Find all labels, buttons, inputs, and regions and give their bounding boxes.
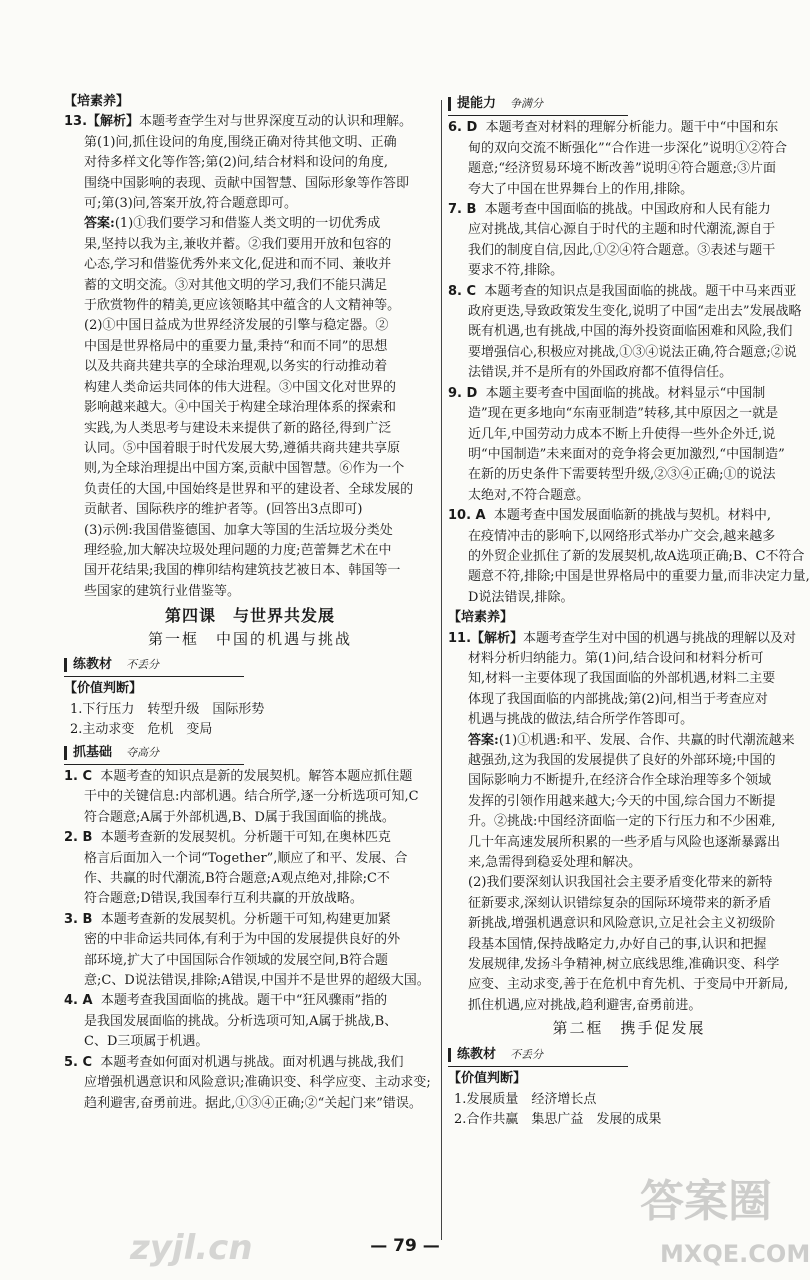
q13-answer-line: 果,坚持以我为主,兼收并蓄。②我们要用开放和包容的 (84, 236, 392, 252)
answer-number: 5. C (64, 1054, 93, 1070)
answer-item (448, 118, 810, 138)
answer-line: 甸的双向交流不断强化”“合作进一步深化”说明①②符合 (468, 140, 787, 156)
answer-line: 题意不符,排除;中国是世界格局中的重要力量,而非决定力量, (468, 569, 810, 585)
ability-heading (448, 94, 628, 116)
q11-answer (448, 731, 810, 751)
q13-answer3-line: (3)示例:我国借鉴德国、加拿大等国的生活垃圾分类处 (84, 522, 393, 538)
answer-number: 2. B (64, 830, 93, 846)
answer-line: D说法错误,排除。 (468, 589, 574, 605)
q11-answer-line: 升。②挑战:中国经济面临一定的下行压力和不少困难, (468, 814, 776, 830)
answer-line: 本题考查对材料的理解分析能力。题干中“中国和东 (485, 120, 779, 136)
answer-line: 在新的历史条件下需要转型升级,②③④正确;①的说法 (468, 467, 776, 483)
value-judgment-heading: 【价值判断】 (64, 681, 143, 697)
q13-answer2-line: 则,为全球治理提出中国方案,贡献中国智慧。⑥作为一个 (84, 461, 405, 477)
q13-line: 第(1)问,抓住设问的角度,围绕正确对待其他文明、正确 (84, 134, 397, 150)
lesson-title: 第四课 与世界共发展 (164, 606, 335, 626)
answer-line: 造”现在更多地向“东南亚制造”转移,其中原因之一就是 (468, 406, 779, 422)
answer-item (448, 384, 810, 404)
q13-analysis (64, 112, 436, 132)
answer-line: 应对挑战,其信心源自于时代的主题和时代潮流,源自于 (468, 222, 776, 238)
bar-marker-icon (64, 746, 67, 760)
practice-title: 练教材 (73, 656, 113, 672)
right-column (448, 92, 810, 1130)
answer-line: 本题考查我国面临的挑战。题干中“狂风骤雨”指的 (100, 993, 388, 1009)
answer-line: 本题考查中国面临的挑战。中国政府和人民有能力 (484, 202, 771, 218)
answer-item (64, 910, 436, 930)
q13-answer-line: (1)①我们要学习和借鉴人类文明的一切优秀成 (114, 216, 381, 232)
q11-answer2-line: 抓住机遇,应对挑战,趋利避害,奋勇前进。 (468, 997, 702, 1013)
q11-line: 材料分析归纳能力。第(1)问,结合设问和材料分析可 (468, 650, 764, 666)
answer-line: 密的中非命运共同体,有利于为中国的发展提供良好的外 (84, 932, 401, 948)
practice-title: 练教材 (457, 1046, 497, 1062)
watermark-faint: zyjl.cn (130, 1228, 253, 1268)
ability-title: 提能力 (457, 96, 497, 111)
q11-answer2-line: 新挑战,增强机遇意识和风险意识,立足社会主义初级阶 (468, 916, 776, 932)
answer-number: 9. D (448, 385, 478, 401)
q13-answer3-line: 些国家的建筑行业借鉴等。 (84, 583, 241, 599)
q11-answer2-line: 征新要求,深刻认识错综复杂的国际环境带来的新矛盾 (468, 895, 772, 911)
q13-answer2-line: 影响越来越大。④中国关于构建全球治理体系的探索和 (84, 400, 397, 416)
q11-answer-line: 越强劲,这为我国的发展提供了良好的外部环境;中国的 (468, 753, 776, 768)
answer-item (64, 991, 436, 1011)
answer-number: 8. C (448, 283, 477, 299)
q13-answer2-line: 认同。⑤中国着眼于时代发展大势,遵循共商共建共享原 (84, 440, 401, 456)
frame-title-2: 第二框 携手促发展 (552, 1019, 706, 1038)
q13-line: 本题考查学生对与世界深度互动的认识和理解。 (139, 114, 413, 130)
q13-answer3-line: 国开花结果;我国的榫卯结构建筑技艺被日本、韩国等一 (84, 563, 401, 579)
answer-line: 明“中国制造”未来面对的竞争将会更加激烈,“中国制造” (468, 446, 785, 462)
section-cultivate-heading: 【培素养】 (64, 94, 130, 109)
answer-line: 符合题意;A属于外部机遇,B、D属于我国面临的挑战。 (84, 809, 395, 825)
q11-answer2-line: (2)我们要深刻认识我国社会主要矛盾变化带来的新特 (468, 875, 773, 891)
answer-item (64, 1053, 436, 1073)
practice-heading (64, 655, 244, 677)
answer-number: 7. B (448, 202, 477, 218)
frame-title: 第一框 中国的机遇与挑战 (147, 629, 352, 648)
q13-line: 围绕中国影响的表现、贡献中国智慧、国际形象等作答即 (84, 175, 410, 191)
answer-line: 干中的关键信息:内部机遇。结合所学,逐一分析选项可知,C (84, 789, 419, 805)
answer-item (448, 506, 810, 526)
answer-line: 本题考查中国发展面临新的挑战与契机。材料中, (493, 508, 772, 524)
q11-line: 体现了我国面临的内部挑战;第(2)问,相当于考查应对 (468, 691, 768, 707)
answer-line: 题意;“经济贸易环境不断改善”说明④符合题意;③片面 (468, 161, 777, 177)
q13-answer2-line: 以及共商共建共享的全球治理观,以务实的行动推动着 (84, 359, 388, 375)
q13-answer-line: 蓄的文明交流。③对其他文明的学习,我们不能只满足 (84, 277, 388, 293)
answer-line: 要增强信心,积极应对挑战,①③④说法正确,符合题意;②说 (468, 344, 797, 360)
q11-answer-line: 几十年高速发展所积累的一些矛盾与风险也逐渐暴露出 (468, 834, 781, 850)
q13-answer (64, 214, 436, 234)
q13-line: 对待多样文化等作答;第(2)问,结合材料和设问的角度, (84, 155, 389, 171)
q11-label: 【解析】 (471, 630, 524, 646)
bar-marker-icon (448, 97, 451, 111)
answer-line: 部环境,扩大了中国国际合作领域的发展空间,B符合题 (84, 952, 388, 968)
answer-line: 本题考查新的发展契机。分析题干可知,构建更加紧 (100, 911, 391, 927)
answer-line: 本题考查的知识点是我国面临的挑战。题干中马来西亚 (484, 283, 797, 299)
answer-item (64, 767, 436, 787)
q13-number: 13. (64, 114, 88, 130)
q11-answer-label: 答案: (468, 732, 499, 748)
bar-marker-icon (448, 1048, 451, 1062)
answer-line: 趋利避害,奋勇前进。据此,①③④正确;②“关起门来”错误。 (84, 1095, 422, 1111)
q13-answer2-line: 实践,为人类思考与建设未来提供了新的路径,得到广泛 (84, 420, 392, 436)
q11-answer-line: 国际影响力不断提升,在经济合作全球治理等多个领域 (468, 773, 772, 789)
q13-answer3-line: 理经验,加大解决垃圾处理问题的力度;芭蕾舞艺术在中 (84, 542, 392, 558)
q13-answer2-line: 贡献者、国际秩序的维护者等。(回答出3点即可) (84, 502, 363, 518)
q13-answer2-line: 负责任的大国,中国始终是世界和平的建设者、全球发展的 (84, 481, 414, 497)
answer-line: 本题主要考查中国面临的挑战。材料显示“中国制 (485, 385, 766, 401)
column-divider (441, 100, 442, 1240)
q11-answer-line: 来,急需得到稳妥处理和解决。 (468, 855, 642, 871)
answer-line: 在疫情冲击的影响下,以网络形式举办广交会,越来越多 (468, 528, 776, 544)
value-judgment-heading: 【价值判断】 (448, 1071, 527, 1087)
answer-line: 夸大了中国在世界舞台上的作用,排除。 (468, 181, 694, 197)
answer-line: 本题考查的知识点是新的发展契机。解答本题应抓住题 (100, 769, 413, 784)
answer-line: 近几年,中国劳动力成本不断上升使得一些外企外迁,说 (468, 426, 776, 442)
q11-analysis (448, 629, 810, 649)
answer-line: 政府更迭,导致政策发生变化,说明了中国“走出去”发展战略 (468, 304, 802, 320)
q11-answer-line: (1)①机遇:和平、发展、合作、共赢的时代潮流越来 (498, 732, 795, 748)
basics-tag: 夺高分 (126, 745, 160, 759)
answer-item (448, 282, 810, 302)
value-judgment-line: 1.发展质量 经济增长点 (454, 1091, 597, 1107)
q13-answer2-line: 中国是世界格局中的重要力量,秉持“和而不同”的思想 (84, 338, 388, 354)
watermark-url: MXQE.COM (660, 1240, 810, 1268)
answer-line: 既有机遇,也有挑战,中国的海外投资面临困难和风险,我们 (468, 324, 793, 340)
q13-answer-label: 答案: (84, 216, 115, 232)
value-judgment-line: 2.主动求变 危机 变局 (70, 722, 213, 738)
answer-line: C、D三项属于机遇。 (84, 1034, 209, 1050)
q11-line: 知,材料一主要体现了我国面临的外部机遇,材料二主要 (468, 671, 776, 687)
answer-number: 4. A (64, 993, 93, 1009)
answer-line: 我们的制度自信,因此,①②④符合题意。③表述与题干 (468, 242, 776, 258)
q11-number: 11. (448, 630, 472, 646)
answer-line: 意;C、D说法错误,排除;A错误,中国并不是世界的超级大国。 (84, 973, 430, 989)
answer-item (448, 200, 810, 220)
answer-line: 符合题意;D错误,我国奉行互利共赢的开放战略。 (84, 891, 363, 907)
answer-item (64, 828, 436, 848)
practice-heading (448, 1045, 628, 1067)
q13-answer2-line: (2)①中国日益成为世界经济发展的引擎与稳定器。② (84, 318, 389, 334)
answer-number: 6. D (448, 120, 478, 136)
value-judgment-line: 1.下行压力 转型升级 国际形势 (70, 701, 265, 717)
q13-label: 【解析】 (87, 114, 140, 130)
section-cultivate-heading: 【培素养】 (448, 610, 514, 626)
left-column (64, 92, 436, 1114)
answer-number: 3. B (64, 911, 93, 927)
ability-tag: 争满分 (510, 97, 544, 110)
q13-answer-line: 心态,学习和借鉴优秀外来文化,促进和而不同、兼收并 (84, 257, 392, 273)
q11-answer-line: 发挥的引领作用越来越大;今天的中国,综合国力不断提 (468, 793, 776, 809)
watermark-logo: 答案圈 (640, 1176, 772, 1227)
value-judgment-line: 2.合作共赢 集思广益 发展的成果 (454, 1111, 662, 1127)
answer-line: 作、共赢的时代潮流,B符合题意;A观点绝对,排除;C不 (84, 871, 390, 887)
answer-number: 10. A (448, 508, 486, 524)
answer-number: 1. C (64, 769, 93, 784)
answer-line: 本题考查如何面对机遇与挑战。面对机遇与挑战,我们 (100, 1054, 404, 1070)
q13-answer-line: 于欣赏物件的精美,更应该领略其中蕴含的人文精神等。 (84, 298, 401, 314)
q11-line: 本题考查学生对中国的机遇与挑战的理解以及对 (523, 630, 797, 646)
q11-line: 机遇与挑战的做法,结合所学作答即可。 (468, 712, 694, 728)
basics-heading (64, 743, 244, 765)
answer-line: 是我国发展面临的挑战。分析选项可知,A属于挑战,B、 (84, 1013, 398, 1029)
bar-marker-icon (64, 658, 67, 672)
answer-line: 太绝对,不符合题意。 (468, 487, 590, 503)
answer-line: 格言后面加入一个词“Together”,顺应了和平、发展、合 (84, 850, 408, 866)
q11-answer2-line: 发展规律,发扬斗争精神,树立底线思维,准确识变、科学 (468, 957, 780, 973)
q13-answer2-line: 构建人类命运共同体的伟大进程。③中国文化对世界的 (84, 379, 397, 395)
q13-line: 可;第(3)问,答案开放,符合题意即可。 (84, 196, 298, 212)
answer-line: 法错误,并不是所有的外国政府都不值得信任。 (468, 365, 733, 381)
q11-answer2-line: 段基本国情,保持战略定力,办好自己的事,认识和把握 (468, 936, 767, 952)
answer-line: 要求不符,排除。 (468, 263, 564, 279)
practice-tag: 不丢分 (126, 657, 160, 671)
basics-title: 抓基础 (73, 744, 113, 760)
page-number: — 79 — (370, 1236, 440, 1256)
q11-answer2-line: 应变、主动求变,善于在危机中育先机、于变局中开新局, (468, 977, 789, 993)
answer-line: 应增强机遇意识和风险意识;准确识变、科学应变、主动求变; (84, 1075, 431, 1091)
practice-tag: 不丢分 (510, 1047, 544, 1061)
answer-line: 本题考查新的发展契机。分析题干可知,在奥林匹克 (100, 830, 391, 846)
answer-line: 的外贸企业抓住了新的发展契机,故A选项正确;B、C不符合 (468, 548, 805, 564)
